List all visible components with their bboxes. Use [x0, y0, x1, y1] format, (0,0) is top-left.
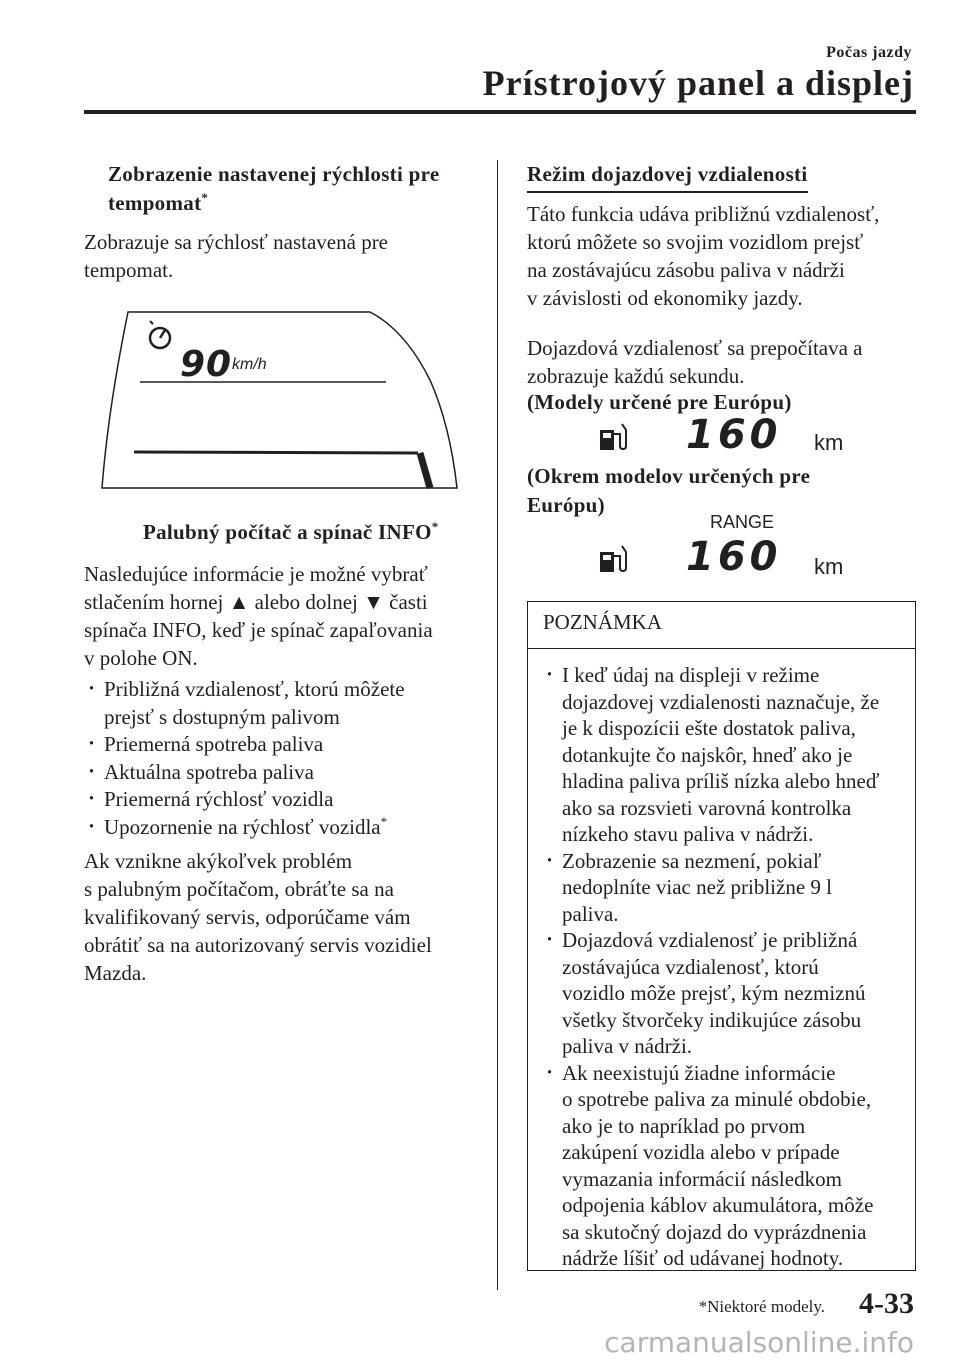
- note-title: POZNÁMKA: [543, 610, 663, 634]
- range-refresh-text: Dojazdová vzdialenosť sa prepočítava a zobrazuje každú sekundu.: [527, 336, 863, 388]
- watermark: carmanualsonline.info: [604, 1326, 914, 1359]
- fuel-pump-icon: [598, 540, 628, 574]
- page-number: 4-33: [859, 1287, 914, 1320]
- cruise-speed-unit: km/h: [232, 356, 267, 373]
- range-description: Táto funkcia udáva približnú vzdialenosť, ktorú môžete so svojim vozidlom prejsť na zostávajúcu zásobu paliva v nádrži v závislosti od ekonomiky jazdy.: [527, 202, 880, 310]
- note-box: [527, 601, 916, 1271]
- computer-heading: Palubný počítač a spínač INFO*: [143, 519, 439, 544]
- service-note: Ak vznikne akýkoľvek problém s palubným počítačom, obráťte sa na kvalifikovaný servis, odporúčame vám obrátiť sa na autorizovaný servis vozidiel Mazda.: [84, 849, 432, 985]
- dashboard-outline: [100, 310, 460, 500]
- section-title: Počas jazdy: [826, 44, 912, 61]
- cruise-speed-display: [100, 310, 460, 500]
- list-item: · Približná vzdialenosť, ktorú môžete prejsť s dostupným palivom: [84, 676, 484, 731]
- header-rule: [84, 110, 916, 114]
- list-item: · Zobrazenie sa nezmení, pokiaľ nedoplníte viac než približne 9 l paliva.: [542, 848, 904, 928]
- list-item: · I keď údaj na displeji v režime dojazdovej vzdialenosti naznačuje, že je k dispozícii ešte dostatok paliva, dotankujte čo najskôr, hneď ako je hladina paliva príliš nízka alebo hneď ako sa rozsvieti varovná kontrolka nízkeho stavu paliva v nádrži.: [542, 662, 904, 848]
- note-list: [542, 662, 904, 1272]
- info-items-list: [84, 676, 484, 841]
- speedometer-icon: [150, 320, 170, 348]
- range-unit: km: [814, 554, 844, 579]
- fuel-pump-icon: [598, 418, 628, 452]
- list-item: · Aktuálna spotreba paliva: [84, 759, 484, 787]
- chapter-title: Prístrojový panel a displej: [482, 63, 914, 103]
- range-label: RANGE: [710, 512, 775, 532]
- note-title-bar: [528, 602, 915, 649]
- range-heading: Režim dojazdovej vzdialenosti: [527, 160, 808, 193]
- range-unit: km: [814, 430, 844, 455]
- non-europe-label: (Okrem modelov určených pre Európu): [527, 464, 811, 517]
- europe-label: (Modely určené pre Európu): [527, 390, 792, 414]
- list-item: · Dojazdová vzdialenosť je približná zostávajúca vzdialenosť, ktorú vozidlo môže prejsť, kým nezmiznú všetky štvorčeky indikujúce zásobu paliva v nádrži.: [542, 927, 904, 1060]
- list-item: · Priemerná rýchlosť vozidla: [84, 786, 484, 814]
- info-intro: Nasledujúce informácie je možné vybrať stlačením hornej ▲ alebo dolnej ▼ časti spínača INFO, keď je spínač zapaľovania v polohe ON.: [84, 562, 433, 670]
- cruise-heading: Zobrazenie nastavenej rýchlosti pre tempomat*: [108, 162, 440, 215]
- cruise-description: Zobrazuje sa rýchlosť nastavená pre tempomat.: [84, 230, 389, 282]
- range-display-non-europe: [590, 510, 860, 582]
- list-item: · Priemerná spotreba paliva: [84, 731, 484, 759]
- range-value: 160: [686, 412, 782, 458]
- list-item: · Ak neexistujú žiadne informácie o spotrebe paliva za minulé obdobie, ako je to napríklad po prvom zakúpení vozidla alebo v prípade vymazania informácií následkom odpojenia káblov akumulátora, môže sa skutočný dojazd do vyprázdnenia nádrže líšiť od udávanej hodnoty.: [542, 1060, 904, 1272]
- cruise-speed-value: 90: [180, 344, 233, 385]
- column-divider: [497, 160, 498, 1290]
- list-item: · Upozornenie na rýchlosť vozidla*: [84, 814, 484, 842]
- footnote: *Niektoré modely.: [698, 1297, 825, 1316]
- range-value: 160: [686, 534, 782, 580]
- range-display-europe: [590, 412, 860, 462]
